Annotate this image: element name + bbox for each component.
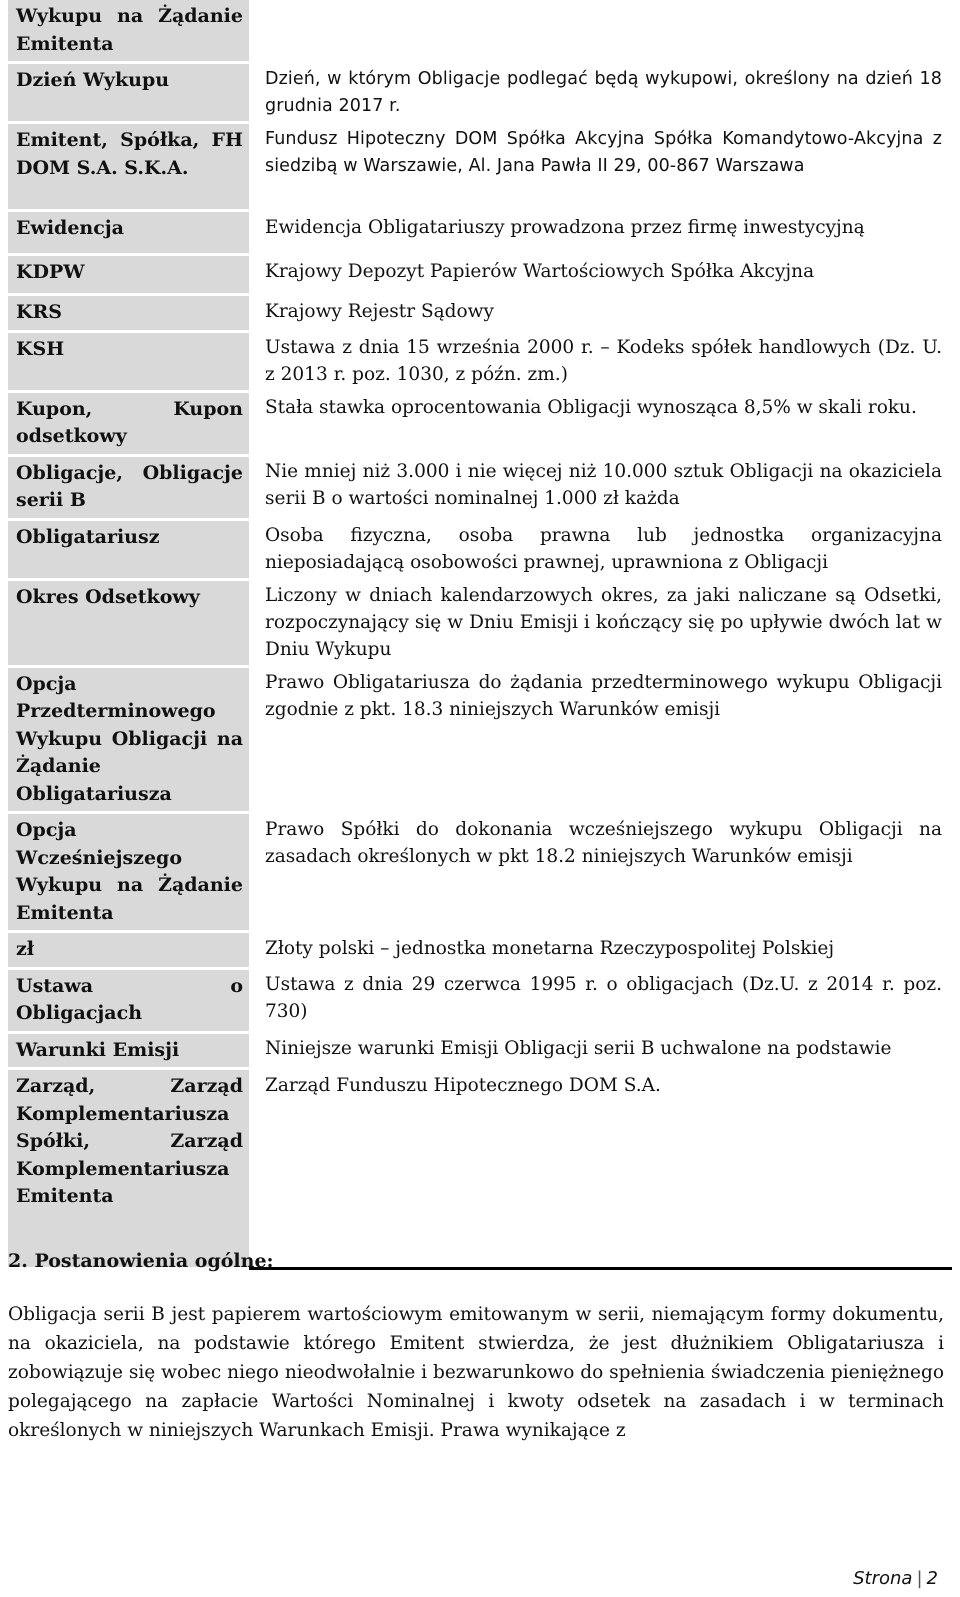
- definitions-table: [8, 0, 952, 1270]
- section-body: Obligacja serii B jest papierem wartościowym emitowanym w serii, niemającym formy dokumentu, na okaziciela, na podstawie którego Emitent stwierdza, że jest dłużnikiem Obligatariusza i zobowiązuje się wobec niego nieodwołalnie i bezwarunkowo do spełnienia świadczenia pieniężnego polegającego na zapłacie Wartości Nominalnej i kwoty odsetek na zasadach i w terminach określonych w niniejszych Warunkach Emisji. Prawa wynikające z: [8, 1304, 944, 1441]
- definition-term: Okres Odsetkowy: [8, 579, 249, 666]
- definition-text: Ewidencja Obligatariuszy prowadzona przez firmę inwestycyjną: [265, 216, 865, 238]
- definition-text: [249, 0, 952, 63]
- definition-term: Dzień Wykupu: [8, 63, 249, 123]
- definition-text: Złoty polski – jednostka monetarna Rzeczypospolitej Polskiej: [265, 937, 835, 959]
- definition-text: Krajowy Depozyt Papierów Wartościowych Spółka Akcyjna: [265, 260, 815, 282]
- definition-term: Opcja Wcześniejszego Wykupu na Żądanie Emitenta: [8, 813, 249, 932]
- definition-row: [8, 63, 952, 123]
- definition-row: [8, 932, 952, 969]
- definition-term: Opcja Przedterminowego Wykupu Obligacji na Żądanie Obligatariusza: [8, 666, 249, 813]
- definition-term: Wykupu na Żądanie Emitenta: [8, 0, 249, 63]
- definition-term: Obligatariusz: [8, 519, 249, 579]
- definition-term: Obligacje, Obligacje serii B: [8, 455, 249, 519]
- definition-term: Warunki Emisji: [8, 1032, 249, 1069]
- footer-separator: |: [916, 1568, 923, 1589]
- definition-row: [8, 123, 952, 211]
- definition-text: Niniejsze warunki Emisji Obligacji serii B uchwalone na podstawie: [265, 1038, 892, 1059]
- definition-row: [8, 579, 952, 666]
- definition-text: Ustawa z dnia 15 września 2000 r. – Kodeks spółek handlowych (Dz. U. z 2013 r. poz. 1030, z późn. zm.): [265, 337, 942, 385]
- definition-row: [8, 331, 952, 391]
- definition-term: KSH: [8, 331, 249, 391]
- definition-row: [8, 0, 952, 63]
- definition-row: [8, 813, 952, 932]
- definition-row: [8, 1032, 952, 1069]
- definition-text: Krajowy Rejestr Sądowy: [265, 300, 494, 322]
- definition-row: [8, 519, 952, 579]
- definition-text: Liczony w dniach kalendarzowych okres, za jaki naliczane są Odsetki, rozpoczynający się w Dniu Emisji i kończący się po upływie dwóch lat w Dniu Wykupu: [265, 585, 942, 660]
- definition-row: [8, 255, 952, 295]
- definition-text: Ustawa z dnia 29 czerwca 1995 r. o obligacjach (Dz.U. z 2014 r. poz. 730): [265, 974, 942, 1022]
- footer-page-number: 2: [926, 1568, 938, 1589]
- definition-term: Ustawa o Obligacjach: [8, 968, 249, 1032]
- definition-term: Emitent, Spółka, FH DOM S.A. S.K.A.: [8, 123, 249, 211]
- definition-term: Ewidencja: [8, 211, 249, 255]
- definition-text: Zarząd Funduszu Hipotecznego DOM S.A.: [265, 1074, 661, 1096]
- definition-row: [8, 455, 952, 519]
- page-footer: [853, 1568, 938, 1589]
- definition-term: KRS: [8, 295, 249, 332]
- definition-text: Prawo Obligatariusza do żądania przedterminowego wykupu Obligacji zgodnie z pkt. 18.3 niniejszych Warunków emisji: [265, 672, 942, 720]
- footer-label: Strona: [853, 1568, 913, 1589]
- definition-term: Kupon, Kupon odsetkowy: [8, 391, 249, 455]
- definition-term: Zarząd, Zarząd Komplementariusza Spółki, Zarząd Komplementariusza Emitenta: [8, 1069, 249, 1269]
- definition-text: Dzień, w którym Obligacje podlegać będą wykupowi, określony na dzień 18 grudnia 2017 r.: [265, 68, 942, 116]
- definition-row: [8, 391, 952, 455]
- definition-text: Nie mniej niż 3.000 i nie więcej niż 10.000 sztuk Obligacji na okaziciela serii B o wartości nominalnej 1.000 zł każda: [265, 461, 942, 509]
- definition-text: Osoba fizyczna, osoba prawna lub jednostka organizacyjna nieposiadającą osobowości prawnej, uprawniona z Obligacji: [265, 525, 942, 573]
- definition-term: KDPW: [8, 255, 249, 295]
- definition-text: Stała stawka oprocentowania Obligacji wynosząca 8,5% w skali roku.: [265, 397, 917, 418]
- definition-row: [8, 666, 952, 813]
- definition-row: [8, 1069, 952, 1269]
- section-title: 2. Postanowienia ogólne:: [8, 1250, 274, 1272]
- definition-row: [8, 295, 952, 332]
- definition-text: Prawo Spółki do dokonania wcześniejszego wykupu Obligacji na zasadach określonych w pkt 18.2 niniejszych Warunków emisji: [265, 818, 942, 867]
- definition-text: Fundusz Hipoteczny DOM Spółka Akcyjna Spółka Komandytowo-Akcyjna z siedzibą w Warszawie, Al. Jana Pawła II 29, 00-867 Warszawa: [265, 128, 942, 176]
- definition-row: [8, 968, 952, 1032]
- definition-term: zł: [8, 932, 249, 969]
- definition-row: [8, 211, 952, 255]
